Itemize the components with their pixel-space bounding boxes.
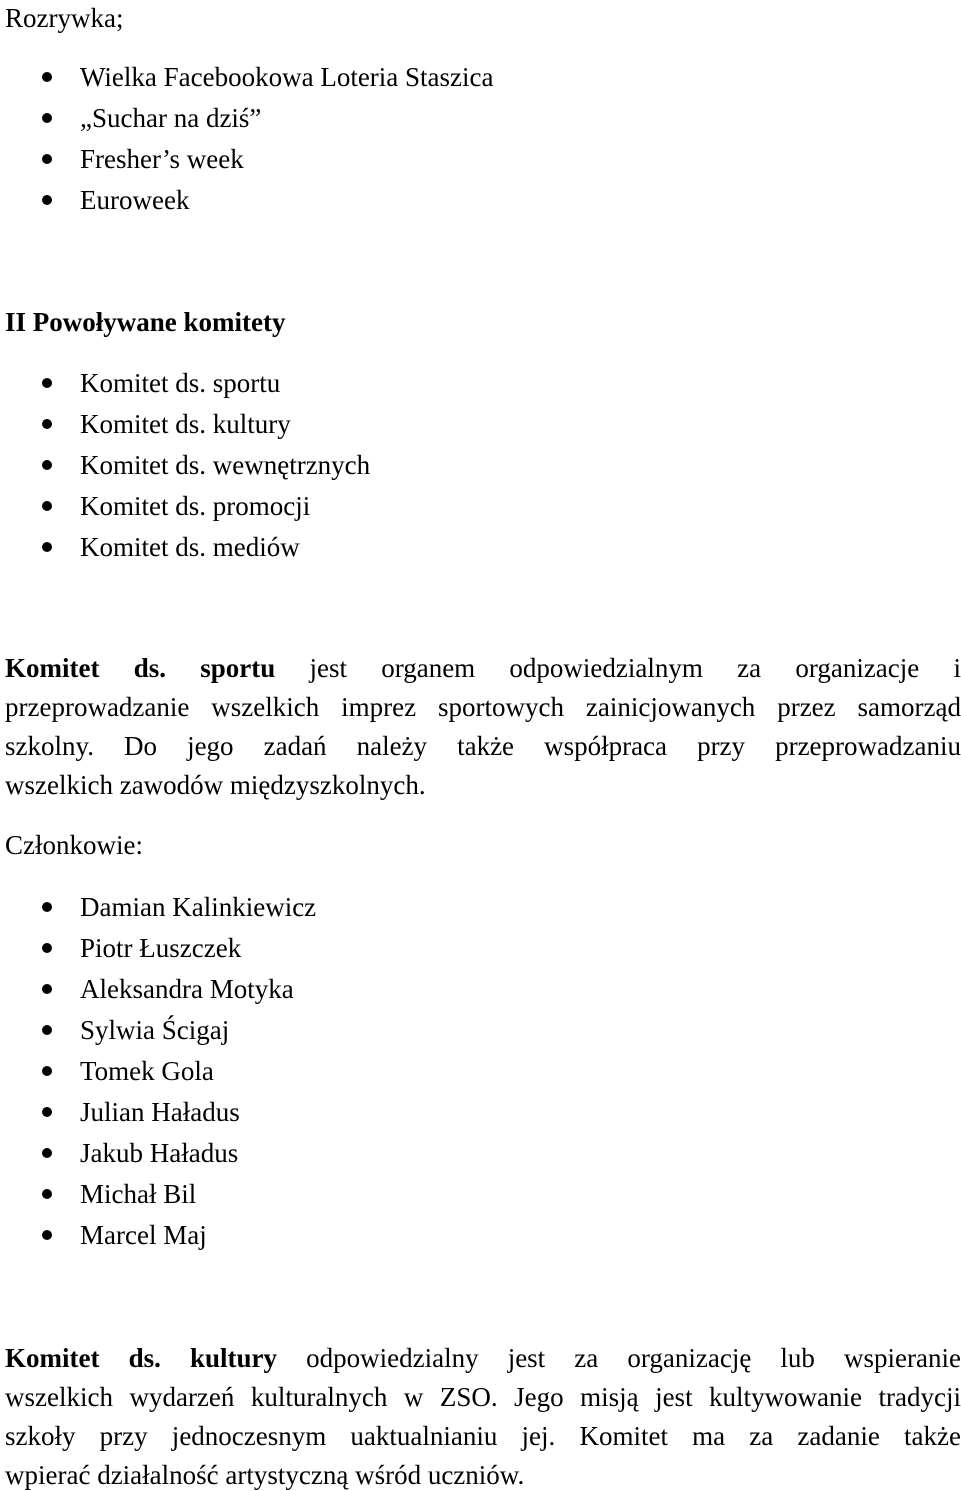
bullet-icon [42, 154, 52, 164]
kultura-line-1-rest [306, 1343, 961, 1373]
bullet-icon [42, 1066, 52, 1076]
bullet-icon [42, 1189, 52, 1199]
kultura-paragraph-line-4: wpierać działalność artystyczną wśród uczniów. [5, 1460, 525, 1490]
kultura-word: odpowiedzialny [306, 1343, 479, 1373]
sport-paragraph-line-4: wszelkich zawodów międzyszkolnych. [5, 770, 426, 800]
bullet-icon [42, 1230, 52, 1240]
kultura-word: za [574, 1343, 599, 1373]
bullet-icon [42, 1025, 52, 1035]
kultura-paragraph-line-1 [5, 1342, 961, 1374]
kultura-bold-ds: ds. [128, 1343, 161, 1373]
rozrywka-heading: Rozrywka; [5, 3, 124, 33]
kultura-bold-komitet: Komitet [5, 1343, 100, 1373]
sport-bold-ds: ds. [133, 653, 166, 683]
kultura-word: jest [507, 1343, 546, 1373]
bullet-icon [42, 72, 52, 82]
members-label: Członkowie: [5, 830, 143, 860]
bullet-icon [42, 195, 52, 205]
kultura-paragraph-line-2: wszelkich wydarzeń kulturalnych w ZSO. Jego misją jest kultywowanie tradycji [5, 1382, 961, 1412]
bullet-icon [42, 378, 52, 388]
sport-bold-name: sportu [200, 653, 276, 683]
kultura-word: wspieranie [844, 1343, 961, 1373]
bullet-icon [42, 460, 52, 470]
sport-bold-komitet: Komitet [5, 653, 100, 683]
kultura-bold-name: kultury [189, 1343, 277, 1373]
bullet-icon [42, 419, 52, 429]
bullet-icon [42, 542, 52, 552]
bullet-icon [42, 113, 52, 123]
document-page: Rozrywka; Wielka Facebookowa Loteria Staszica „Suchar na dziś” Fresher’s week Euroweek II Powoływane komitety Komitet ds. sportu Komitet ds. kultury Komitet ds. wewnętrznych Komitet ds. promocji Komitet ds. mediów Komitet ds. sportu jest organem odpowiedzialnym za organizacje i przeprowadzanie wszelkich imprez sportowych zainicjowanych przez samorząd szkolny. Do jego zadań należy także współpraca przy przeprowadzaniu wszelkich zawodów międzyszkolnych. Członkowie: Damian Kalinkiewicz Piotr Łuszczek Aleksandra Motyka Sylwia Ścigaj Tomek Gola Julian Haładus Jakub Haładus Michał Bil Marcel Maj Komitet ds. kultury odpowiedzialny jest za organizację lub wspieranie wszelkich wydarzeń kulturalnych w ZSO. Jego misją jest kultywowanie tradycji szkoły przy jednoczesnym uaktualnianiu jej. Komitet ma za zadanie także wpierać działalność artystyczną wśród uczniów. [5, 3, 961, 1490]
sport-paragraph-line-1: Komitet ds. sportu jest organem odpowiedzialnym za organizacje i [5, 653, 961, 683]
bullet-icon [42, 501, 52, 511]
sport-paragraph-line-3: szkolny. Do jego zadań należy także współpraca przy przeprowadzaniu [5, 731, 961, 761]
sport-paragraph-line-2: przeprowadzanie wszelkich imprez sportowych zainicjowanych przez samorząd [5, 692, 961, 722]
komitety-heading: II Powoływane komitety [5, 307, 286, 337]
bullet-icon [42, 902, 52, 912]
kultura-word: lub [780, 1343, 815, 1373]
bullet-icon [42, 984, 52, 994]
bullet-icon [42, 1148, 52, 1158]
kultura-paragraph-line-3: szkoły przy jednoczesnym uaktualnianiu jej. Komitet ma za zadanie także [5, 1421, 961, 1451]
bullet-icon [42, 943, 52, 953]
kultura-word: organizację [627, 1343, 752, 1373]
bullet-icon [42, 1107, 52, 1117]
